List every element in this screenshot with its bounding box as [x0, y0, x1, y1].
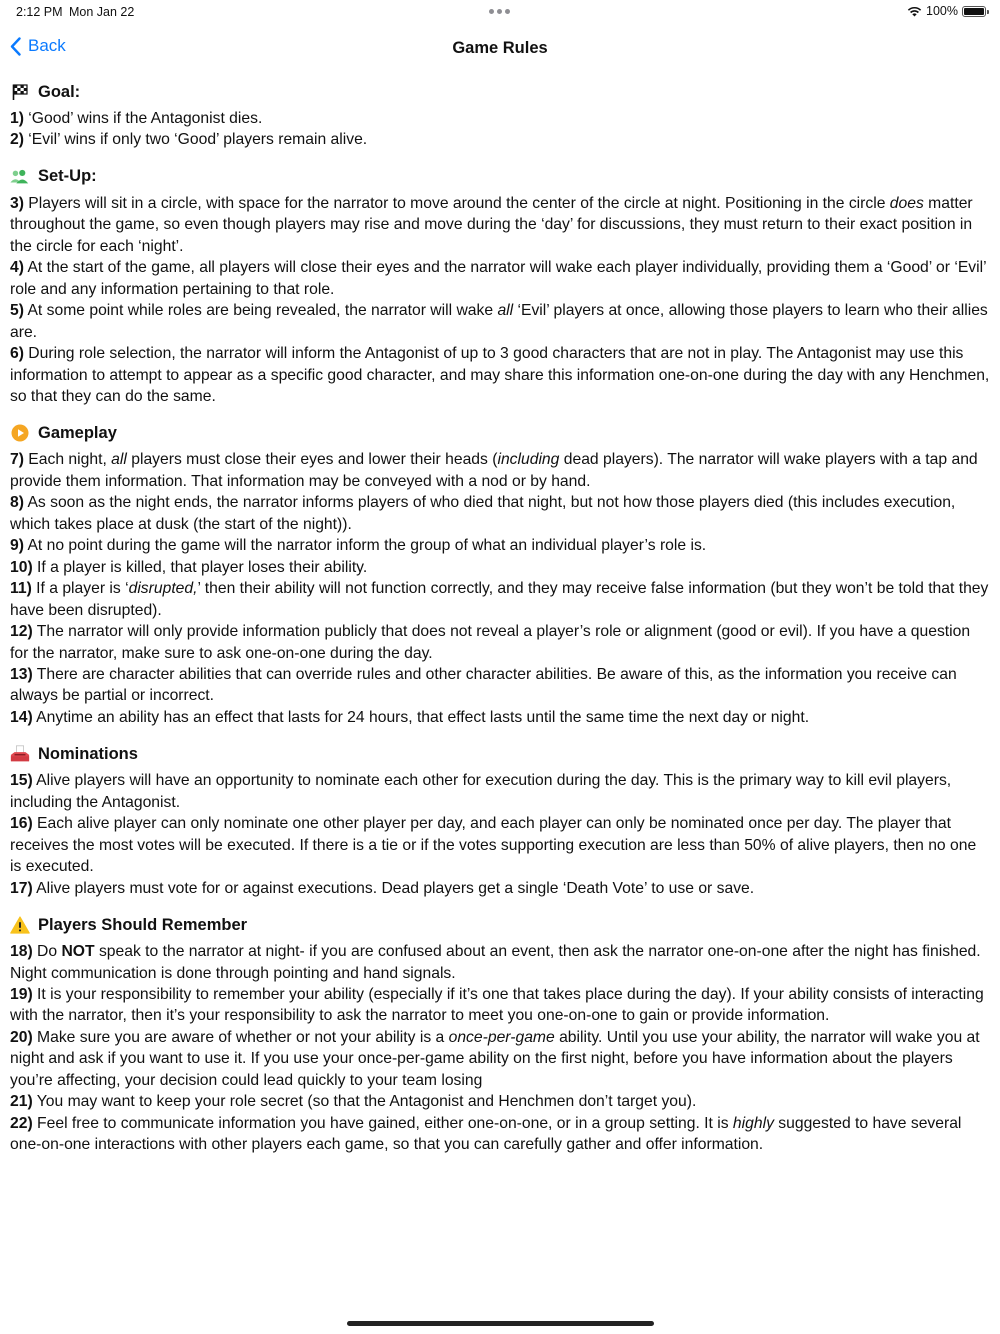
section-header [10, 913, 990, 937]
status-indicators [907, 4, 986, 18]
rule-item: 19) It is your responsibility to remember your ability (especially if it’s one that takes place during the day). If your ability consists of interacting with the narrator, then it’s your responsibility to ask the narrator to meet you one-on-one to gain or provide information. [10, 985, 984, 1025]
rule-item: 20) Make sure you are aware of whether or not your ability is a once-per-game ability. Until you use your ability, the narrator will wake you at night and ask if you want to use it. If you use your once-per-game ability on the first night, before you have information about the players you’re affecting, your decision could lead quickly to your team losing [10, 1028, 980, 1089]
section-title: Players Should Remember [38, 915, 248, 934]
section-header [10, 742, 990, 766]
rule-item: 10) If a player is killed, that player loses their ability. [10, 558, 368, 576]
section-title: Goal: [38, 82, 81, 101]
rule-item: 18) Do NOT speak to the narrator at night- if you are confused about an event, then ask the narrator one-on-one after the night has finished. Night communication is done through pointing and hand signals. [10, 943, 981, 982]
battery-percentage: 100% [926, 4, 958, 18]
rule-item: 21) You may want to keep your role secret (so that the Antagonist and Henchmen don’t target you). [10, 1093, 697, 1111]
rule-item: 22) Feel free to communicate information you have gained, either one-on-one, or in a group setting. It is highly suggested to have several one-on-one interactions with other players each game, so that you can carefully gather and offer information. [10, 1114, 962, 1154]
rule-item: 11) If a player is ‘disrupted,’ then their ability will not function correctly, and they may receive false information (but they won’t be told that they have been disrupted). [10, 580, 989, 619]
wifi-icon [907, 6, 922, 17]
section-1 [10, 80, 990, 151]
back-label: Back [28, 36, 66, 55]
rule-item: 2) ‘Evil’ wins if only two ‘Good’ players remain alive. [10, 131, 368, 149]
rule-item: 12) The narrator will only provide information publicly that does not reveal a player’s role or alignment (good or evil). If you have a question for the narrator, make sure to ask one-on-one during the day. [10, 623, 971, 662]
page-title: Game Rules [452, 39, 548, 57]
navigation-bar [0, 30, 1000, 66]
status-bar [0, 0, 1000, 24]
rule-item: 3) Players will sit in a circle, with space for the narrator to move around the center of the circle at night. Positioning in the circle does matter throughout the game, so even though players may rise and move during the ‘day’ for discussions, they must return to their exact position in the circle for each ‘night’. [10, 194, 973, 255]
play-circle-icon [10, 423, 30, 443]
status-time: 2:12 PM [16, 5, 63, 19]
rule-item: 6) During role selection, the narrator will inform the Antagonist of up to 3 good characters that are not in play. The Antagonist may use this information to attempt to appear as a specific good character, and may share this information one-on-one during the day with any Henchmen, so that they can do the same. [10, 345, 990, 405]
rule-item: 16) Each alive player can only nominate one other player per day, and each player can only be nominated once per day. The player that receives the most votes will be executed. If there is a tie or if the votes supporting execution are less than 50% of alive players, then no one is executed. [10, 815, 977, 876]
section-5 [10, 913, 990, 1156]
warning-icon [10, 915, 30, 935]
rule-item: 1) ‘Good’ wins if the Antagonist dies. [10, 110, 263, 127]
section-header [10, 165, 990, 189]
rule-item: 15) Alive players will have an opportunity to nominate each other for execution during the day. This is the primary way to kill evil players, including the Antagonist. [10, 772, 952, 811]
rule-item: 8) As soon as the night ends, the narrator informs players of who died that night, but not how those players died (this includes execution, which takes place at dusk (the start of the night)). [10, 494, 956, 533]
people-icon [10, 167, 30, 187]
section-header [10, 421, 990, 445]
rule-item: 13) There are character abilities that can override rules and other character abilities. Be aware of this, as the information you receive can always be partial or incorrect. [10, 665, 957, 705]
section-4 [10, 742, 990, 899]
checkered-flag-icon [10, 82, 30, 102]
rule-item: 14) Anytime an ability has an effect that lasts for 24 hours, that effect lasts until the same time the next day or night. [10, 708, 810, 726]
section-2 [10, 165, 990, 408]
battery-icon [962, 6, 986, 17]
section-title: Set-Up: [38, 167, 97, 186]
rule-item: 7) Each night, all players must close their eyes and lower their heads (including dead players). The narrator will wake players with a tap and provide them information. That information may be conveyed with a nod or by hand. [10, 451, 978, 490]
multitasking-dots-icon[interactable] [489, 9, 510, 14]
rule-item: 17) Alive players must vote for or against executions. Dead players get a single ‘Death Vote’ to use or save. [10, 879, 755, 897]
section-title: Gameplay [38, 423, 117, 442]
ballot-box-icon [10, 744, 30, 764]
status-date: Mon Jan 22 [69, 5, 135, 19]
section-title: Nominations [38, 744, 138, 763]
rule-item: 5) At some point while roles are being revealed, the narrator will wake all ‘Evil’ players at once, allowing those players to learn who their allies are. [10, 302, 988, 341]
section-header [10, 80, 990, 104]
section-3 [10, 421, 990, 728]
rules-content [10, 80, 990, 1170]
rule-item: 4) At the start of the game, all players will close their eyes and the narrator will wake each player individually, providing them a ‘Good’ or ‘Evil’ role and any information pertaining to that role. [10, 259, 986, 298]
rule-item: 9) At no point during the game will the narrator inform the group of what an individual player’s role is. [10, 537, 707, 555]
home-indicator[interactable] [347, 1321, 654, 1326]
